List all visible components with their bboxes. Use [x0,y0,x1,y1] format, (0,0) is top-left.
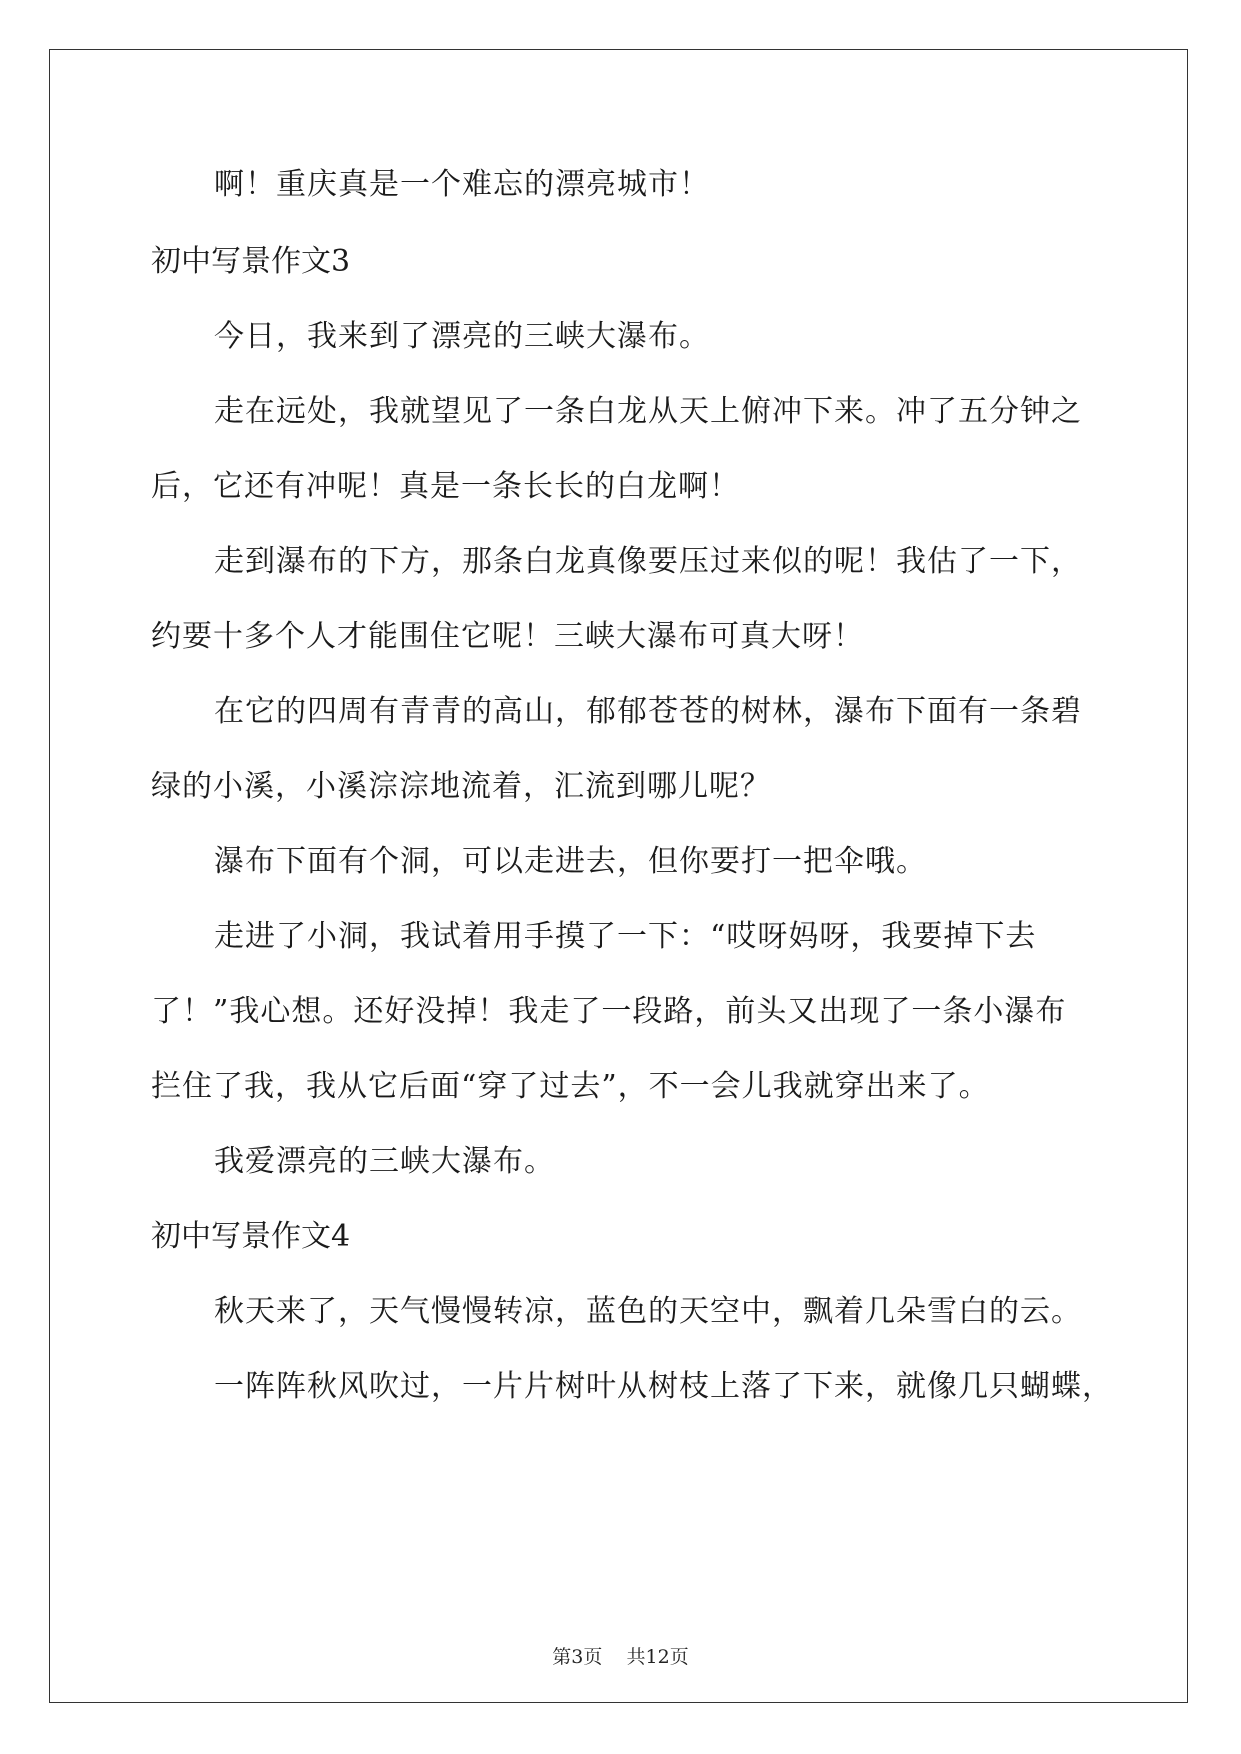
paragraph-line: 啊！重庆真是一个难忘的漂亮城市！ [214,167,710,202]
page-number-footer: 第3页 共12页 [552,1646,689,1668]
paragraph-line: 绿的小溪，小溪淙淙地流着，汇流到哪儿呢？ [151,769,771,804]
paragraph-line: 瀑布下面有个洞，可以走进去，但你要打一把伞哦。 [214,844,927,879]
paragraph-line: 一阵阵秋风吹过，一片片树叶从树枝上落了下来，就像几只蝴蝶， [214,1369,1113,1404]
paragraph-line: 今日，我来到了漂亮的三峡大瀑布。 [214,319,710,354]
section-heading: 初中写景作文3 [151,244,351,279]
paragraph-line: 约要十多个人才能围住它呢！三峡大瀑布可真大呀！ [151,619,864,654]
section-heading: 初中写景作文4 [151,1219,351,1254]
paragraph-line: 走到瀑布的下方，那条白龙真像要压过来似的呢！我估了一下， [214,544,1082,579]
paragraph-line: 秋天来了，天气慢慢转凉，蓝色的天空中，飘着几朵雪白的云。 [214,1294,1082,1329]
paragraph-line: 走进了小洞，我试着用手摸了一下：“哎呀妈呀，我要掉下去 [214,919,1037,954]
paragraph-line: 拦住了我，我从它后面“穿了过去”，不一会儿我就穿出来了。 [151,1069,990,1104]
paragraph-line: 了！”我心想。还好没掉！我走了一段路，前头又出现了一条小瀑布 [151,994,1067,1029]
paragraph-line: 在它的四周有青青的高山，郁郁苍苍的树林，瀑布下面有一条碧 [214,694,1082,729]
paragraph-line: 后，它还有冲呢！真是一条长长的白龙啊！ [151,469,740,504]
paragraph-line: 我爱漂亮的三峡大瀑布。 [214,1144,555,1179]
paragraph-line: 走在远处，我就望见了一条白龙从天上俯冲下来。冲了五分钟之 [214,394,1082,429]
